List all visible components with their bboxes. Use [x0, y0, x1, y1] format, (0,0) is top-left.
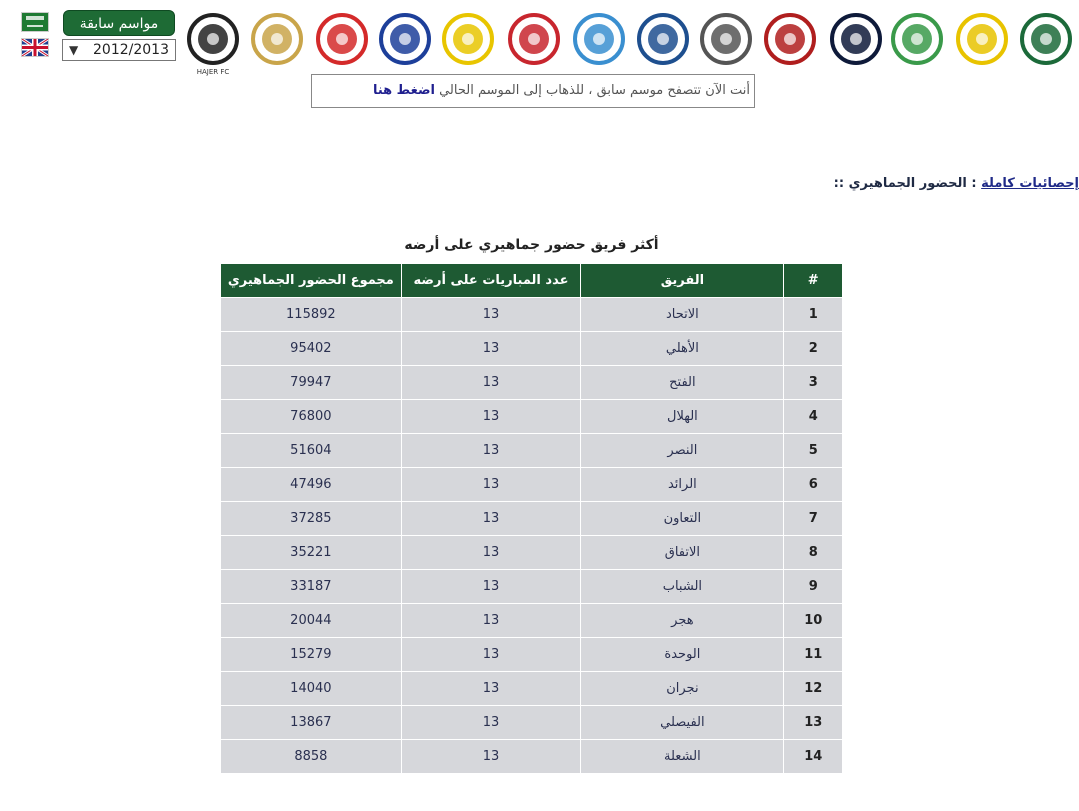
cell-total: 47496	[221, 468, 402, 502]
cell-rank: 3	[784, 366, 843, 400]
cell-total: 13867	[221, 706, 402, 740]
cell-matches: 13	[401, 502, 581, 536]
cell-rank: 2	[784, 332, 843, 366]
breadcrumb-link-full-stats[interactable]: إحصائيات كاملة	[981, 176, 1079, 191]
team12-logo[interactable]	[890, 12, 944, 70]
breadcrumb-current: : الحضور الجماهيري ::	[833, 176, 982, 191]
cell-rank: 11	[784, 638, 843, 672]
team11-logo[interactable]	[829, 12, 883, 70]
cell-total: 35221	[221, 536, 402, 570]
cell-total: 51604	[221, 434, 402, 468]
team2-logo[interactable]	[250, 12, 304, 70]
team10-logo[interactable]	[763, 12, 817, 70]
cell-matches: 13	[401, 638, 581, 672]
cell-rank: 5	[784, 434, 843, 468]
table-row	[221, 468, 843, 502]
table-row	[221, 298, 843, 332]
cell-rank: 7	[784, 502, 843, 536]
header-rank: #	[784, 264, 843, 298]
cell-total: 115892	[221, 298, 402, 332]
team3-logo[interactable]	[315, 12, 369, 70]
header-team: الفريق	[581, 264, 784, 298]
cell-team[interactable]: نجران	[581, 672, 784, 706]
cell-matches: 13	[401, 536, 581, 570]
table-row	[221, 672, 843, 706]
english-flag-icon[interactable]	[21, 38, 49, 57]
cell-team[interactable]: التعاون	[581, 502, 784, 536]
cell-rank: 4	[784, 400, 843, 434]
cell-matches: 13	[401, 740, 581, 774]
cell-matches: 13	[401, 366, 581, 400]
breadcrumb	[779, 176, 1079, 191]
header-total: مجموع الحضور الجماهيري	[221, 264, 402, 298]
team5-logo[interactable]	[441, 12, 495, 70]
cell-matches: 13	[401, 570, 581, 604]
team13-logo[interactable]	[955, 12, 1009, 70]
team4-logo[interactable]	[378, 12, 432, 70]
header-matches: عدد المباريات على أرضه	[401, 264, 581, 298]
table-row	[221, 434, 843, 468]
cell-matches: 13	[401, 332, 581, 366]
cell-total: 76800	[221, 400, 402, 434]
team6-logo[interactable]	[507, 12, 561, 70]
table-row	[221, 502, 843, 536]
table-row	[221, 604, 843, 638]
cell-team[interactable]: الفيصلي	[581, 706, 784, 740]
cell-rank: 12	[784, 672, 843, 706]
cell-matches: 13	[401, 400, 581, 434]
cell-matches: 13	[401, 706, 581, 740]
cell-total: 15279	[221, 638, 402, 672]
cell-team[interactable]: النصر	[581, 434, 784, 468]
cell-rank: 6	[784, 468, 843, 502]
arabic-flag-icon[interactable]	[21, 12, 49, 32]
cell-team[interactable]: الهلال	[581, 400, 784, 434]
cell-team[interactable]: الشباب	[581, 570, 784, 604]
cell-team[interactable]: الوحدة	[581, 638, 784, 672]
cell-total: 14040	[221, 672, 402, 706]
cell-total: 20044	[221, 604, 402, 638]
cell-team[interactable]: الشعلة	[581, 740, 784, 774]
previous-seasons-button[interactable]: مواسم سابقة	[63, 10, 175, 36]
table-row	[221, 706, 843, 740]
hajer-logo[interactable]	[186, 12, 240, 76]
table-row	[221, 570, 843, 604]
table-row	[221, 332, 843, 366]
cell-matches: 13	[401, 434, 581, 468]
cell-total: 95402	[221, 332, 402, 366]
cell-team[interactable]: الاتفاق	[581, 536, 784, 570]
previous-season-notice	[311, 74, 755, 108]
cell-team[interactable]: الاتحاد	[581, 298, 784, 332]
team7-logo[interactable]	[572, 12, 626, 70]
cell-team[interactable]: الفتح	[581, 366, 784, 400]
cell-team[interactable]: الرائد	[581, 468, 784, 502]
chevron-down-icon: ▼	[69, 43, 79, 57]
cell-rank: 13	[784, 706, 843, 740]
table-row	[221, 366, 843, 400]
notice-text: أنت الآن تتصفح موسم سابق ، للذهاب إلى الموسم الحالي	[434, 83, 750, 98]
cell-matches: 13	[401, 672, 581, 706]
season-select[interactable]	[62, 39, 176, 61]
cell-rank: 10	[784, 604, 843, 638]
table-row	[221, 740, 843, 774]
logo-caption: HAJER FC	[196, 68, 230, 76]
cell-total: 79947	[221, 366, 402, 400]
season-select-value: 2012/2013	[93, 42, 169, 58]
cell-team[interactable]: هجر	[581, 604, 784, 638]
table-row	[221, 400, 843, 434]
table-row	[221, 638, 843, 672]
cell-rank: 9	[784, 570, 843, 604]
cell-total: 33187	[221, 570, 402, 604]
table-header-row	[221, 264, 843, 298]
cell-rank: 1	[784, 298, 843, 332]
cell-matches: 13	[401, 604, 581, 638]
team14-logo[interactable]	[1019, 12, 1073, 70]
cell-rank: 8	[784, 536, 843, 570]
table-title: أكثر فريق حضور جماهيري على أرضه	[404, 237, 659, 253]
table-row	[221, 536, 843, 570]
cell-matches: 13	[401, 468, 581, 502]
cell-total: 8858	[221, 740, 402, 774]
team9-logo[interactable]	[699, 12, 753, 70]
cell-team[interactable]: الأهلي	[581, 332, 784, 366]
cell-rank: 14	[784, 740, 843, 774]
cell-matches: 13	[401, 298, 581, 332]
attendance-table	[220, 263, 843, 774]
team8-logo[interactable]	[636, 12, 690, 70]
go-current-season-link[interactable]: اضغط هنا	[372, 83, 435, 98]
cell-total: 37285	[221, 502, 402, 536]
